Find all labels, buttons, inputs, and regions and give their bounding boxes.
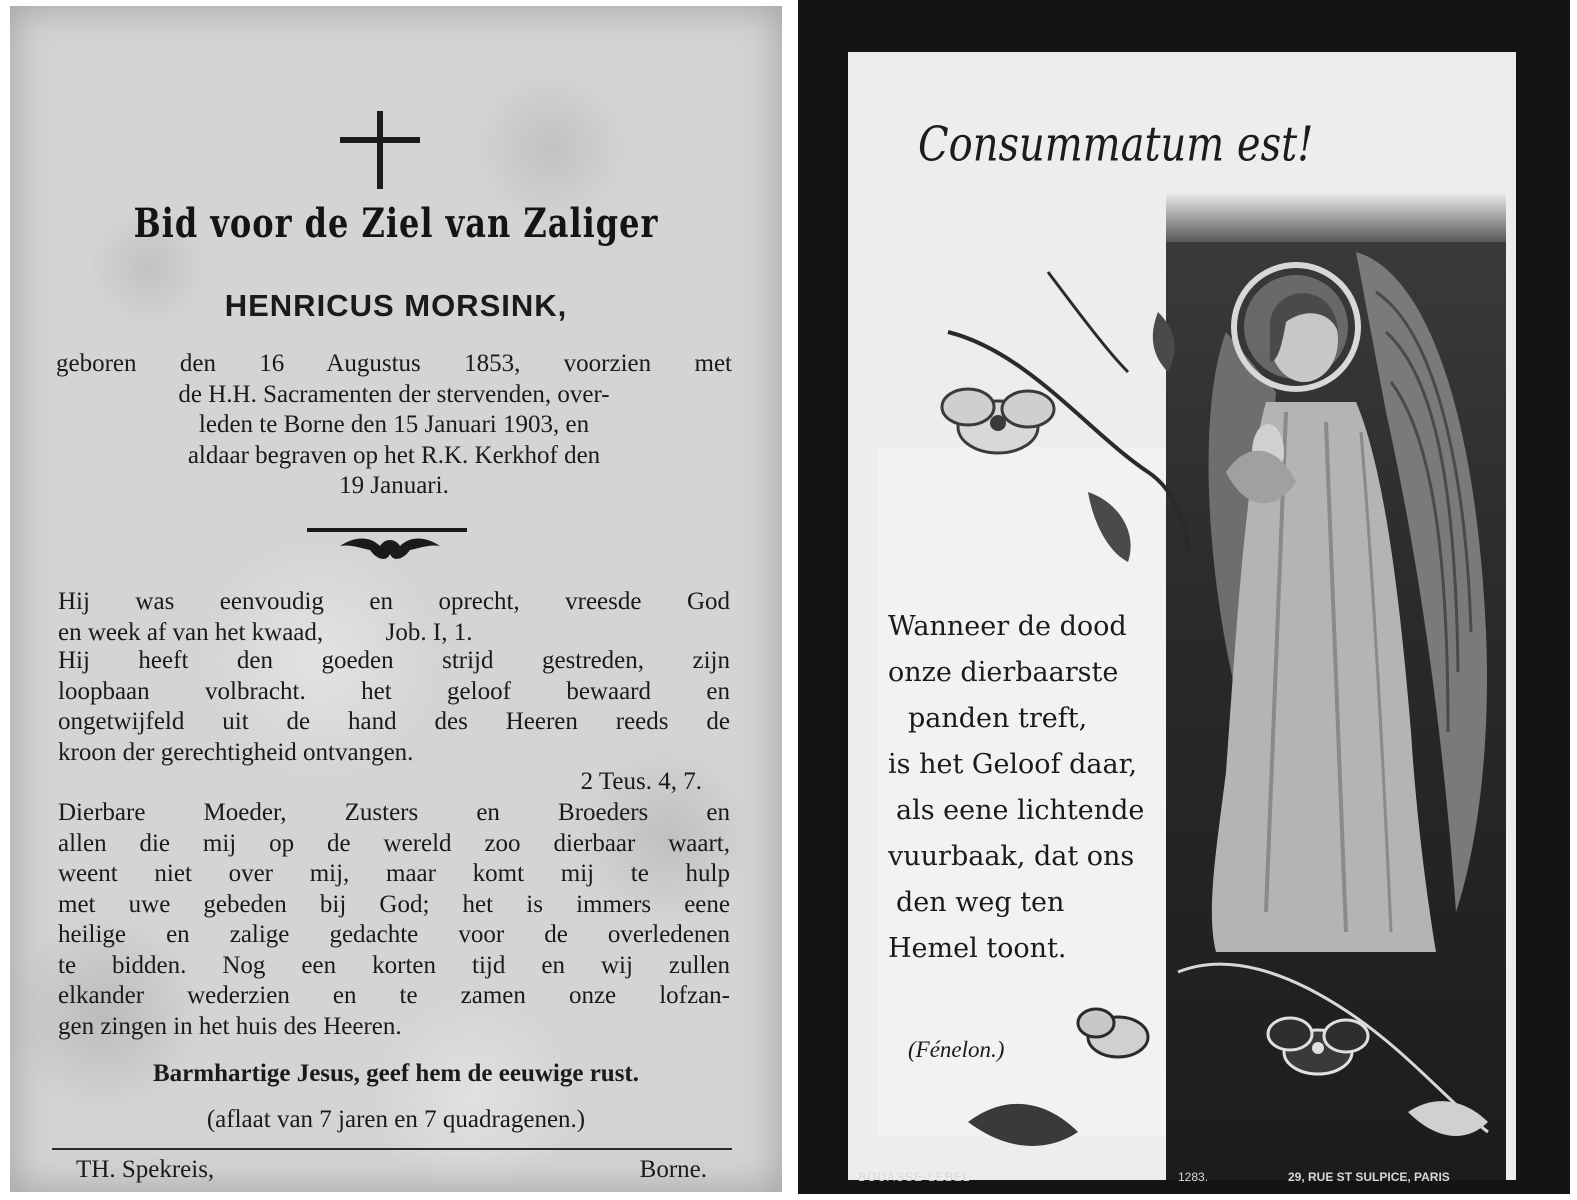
strijd-quote: [58, 646, 730, 768]
poem-line: als eene lichtende: [896, 795, 1145, 826]
printer-place: Borne.: [639, 1156, 707, 1183]
poem-line: Wanneer de dood: [888, 611, 1127, 642]
farewell-paragraph: [58, 798, 730, 1042]
text-line: en week af van het kwaad, Job. I, 1.: [58, 618, 473, 646]
text-line: Hij heeft den goeden strijd gestreden, zijn: [58, 647, 730, 674]
text-line: aldaar begraven op het R.K. Kerkhof den: [187, 441, 601, 469]
poem-line: is het Geloof daar,: [888, 749, 1138, 780]
memorial-card-image-side: [798, 0, 1570, 1194]
text-line: Dierbare Moeder, Zusters en Broeders en: [58, 799, 730, 826]
indulgence-note: (aflaat van 7 jaren en 7 quadragenen.): [206, 1106, 586, 1133]
scripture-reference: 2 Teus. 4, 7.: [580, 768, 702, 795]
text-line: kroon der gerechtigheid ontvangen.: [58, 738, 414, 766]
poem-line: panden treft,: [908, 703, 1088, 734]
poem-line: vuurbaak, dat ons: [888, 841, 1135, 872]
text-line: de H.H. Sacramenten der stervenden, over-: [178, 380, 610, 408]
poem-line: onze dierbaarste: [888, 657, 1119, 688]
text-line: elkander wederzien en te zamen onze lofzan-: [58, 982, 730, 1009]
publisher-address: 29, RUE ST SULPICE, PARIS: [1288, 1170, 1450, 1184]
poem: [888, 604, 1168, 972]
text-line: geboren den 16 Augustus 1853, voorzien met: [56, 350, 732, 377]
text-line: Hij was eenvoudig en oprecht, vreesde God: [58, 588, 730, 615]
card-title: Bid voor de Ziel van Zaliger: [133, 199, 659, 247]
divider: [307, 528, 467, 532]
ornament-icon: [335, 534, 445, 564]
illustration-panel: [848, 52, 1516, 1180]
text-line: allen die mij op de wereld zoo dierbaar waart,: [58, 829, 730, 857]
publisher-number: 1283.: [1178, 1170, 1209, 1184]
closing-prayer: Barmhartige Jesus, geef hem de eeuwige rust.: [152, 1060, 639, 1087]
text-line: heilige en zalige gedachte voor de overledenen: [58, 921, 730, 948]
text-line: gen zingen in het huis des Heeren.: [58, 1012, 402, 1040]
text-line: weent niet over mij, maar komt mij te hulp: [58, 860, 730, 887]
deceased-name: HENRICUS MORSINK,: [224, 288, 568, 323]
text-line: met uwe gebeden bij God; het is immers eene: [58, 890, 730, 918]
job-quote: [58, 587, 730, 648]
heading: Consummatum est!: [918, 117, 1314, 173]
poem-line: den weg ten: [896, 887, 1065, 918]
text-line: 19 Januari.: [339, 472, 449, 499]
text-line: loopbaan volbracht. het geloof bewaard en: [58, 677, 730, 705]
printer-name: TH. Spekreis,: [76, 1156, 215, 1183]
text-line: te bidden. Nog een korten tijd en wij zullen: [58, 951, 730, 979]
birth-death-paragraph: [56, 349, 732, 502]
text-line: ongetwijfeld uit de hand des Heeren reeds de: [58, 708, 730, 735]
cross-icon: [340, 111, 420, 191]
publisher-name: BOUASSE-LEBEL: [858, 1170, 971, 1184]
poem-line: Hemel toont.: [888, 933, 1067, 964]
memorial-card-text-side: [10, 6, 782, 1192]
attribution: (Fénelon.): [908, 1037, 1005, 1062]
footer-divider: [52, 1148, 732, 1150]
text-line: leden te Borne den 15 Januari 1903, en: [198, 411, 590, 438]
